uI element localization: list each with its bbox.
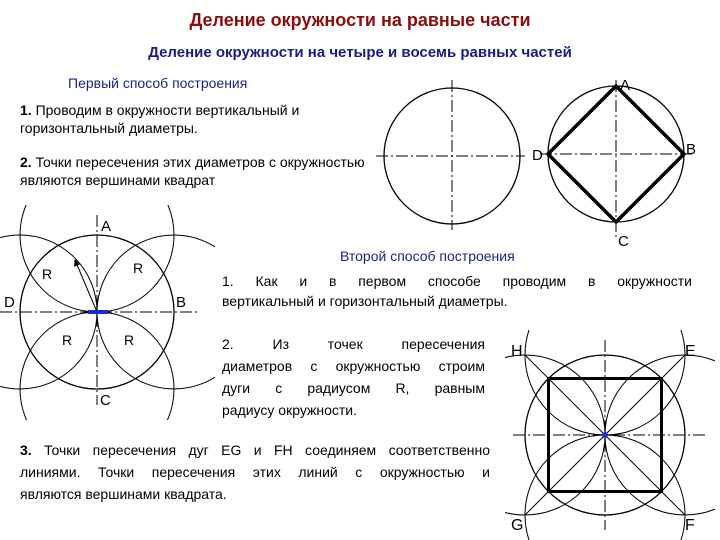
point-label-d: D xyxy=(4,294,15,311)
vertex-label-b: B xyxy=(686,141,697,158)
circle-diameters-figure xyxy=(370,80,525,230)
radius-label: R xyxy=(42,266,53,282)
point-label-g: G xyxy=(511,517,524,534)
step3-line: линиями. Точки пересечения этих линий с окружностью и xyxy=(20,464,490,480)
step-number: 2. xyxy=(20,154,32,170)
point-label-f: F xyxy=(685,517,695,534)
vertex-label-d: D xyxy=(532,147,543,164)
method2-step2-line3: дуги с радиусом R, равным xyxy=(222,380,485,396)
point-label-b: B xyxy=(176,294,187,311)
inscribed-square-figure xyxy=(530,77,720,250)
method2-heading: Второй способ построения xyxy=(340,248,515,264)
vertex-label-c: C xyxy=(618,233,629,250)
step-number: 2. xyxy=(222,336,234,352)
step-number: 1. xyxy=(222,273,234,289)
method2-step2-line4: радиусу окружности. xyxy=(222,402,357,418)
radius-label: R xyxy=(124,332,135,348)
point-label-e: E xyxy=(685,343,696,360)
page-subtitle: Деление окружности на четыре и восемь равных частей xyxy=(148,44,572,61)
page-title: Деление окружности на равные части xyxy=(189,10,531,30)
step-text: Проводим в окружности вертикальный и горизонтальный диаметры. xyxy=(20,102,300,136)
method2-step1-line1 xyxy=(222,272,692,290)
point-label-h: H xyxy=(511,343,523,360)
point-label-a: A xyxy=(101,218,112,235)
method2-step3 xyxy=(20,441,490,503)
step-text: Из точек пересечения xyxy=(272,336,485,352)
step3-line xyxy=(20,441,490,459)
point-label-c: C xyxy=(100,392,111,409)
step-text: Как и в первом способе проводим в окружности xyxy=(255,273,693,289)
center-mark xyxy=(602,432,608,438)
arcs-radius-figure xyxy=(0,205,215,420)
method2-step1-line2: вертикальный и горизонтальный диаметры. xyxy=(222,293,508,309)
step-text: Точки пересечения этих диаметров с окружностью являются вершинами квадрат xyxy=(20,154,365,188)
method1-step1 xyxy=(20,101,365,137)
radius-label: R xyxy=(133,260,144,276)
method1-heading: Первый способ построения xyxy=(68,75,248,91)
method1-step2 xyxy=(20,153,365,189)
octal-arcs-figure xyxy=(505,330,715,540)
method2-step2-line2: диаметров с окружностью строим xyxy=(222,358,485,374)
step-text: Точки пересечения дуг EG и FH соединяем соответственно xyxy=(44,442,490,458)
radius-label: R xyxy=(62,332,73,348)
method2-step2-line1 xyxy=(222,335,485,353)
step-number: 1. xyxy=(20,102,32,118)
step-number: 3. xyxy=(20,442,32,458)
step3-line: являются вершинами квадрата. xyxy=(20,486,227,502)
vertex-label-a: A xyxy=(620,77,631,94)
